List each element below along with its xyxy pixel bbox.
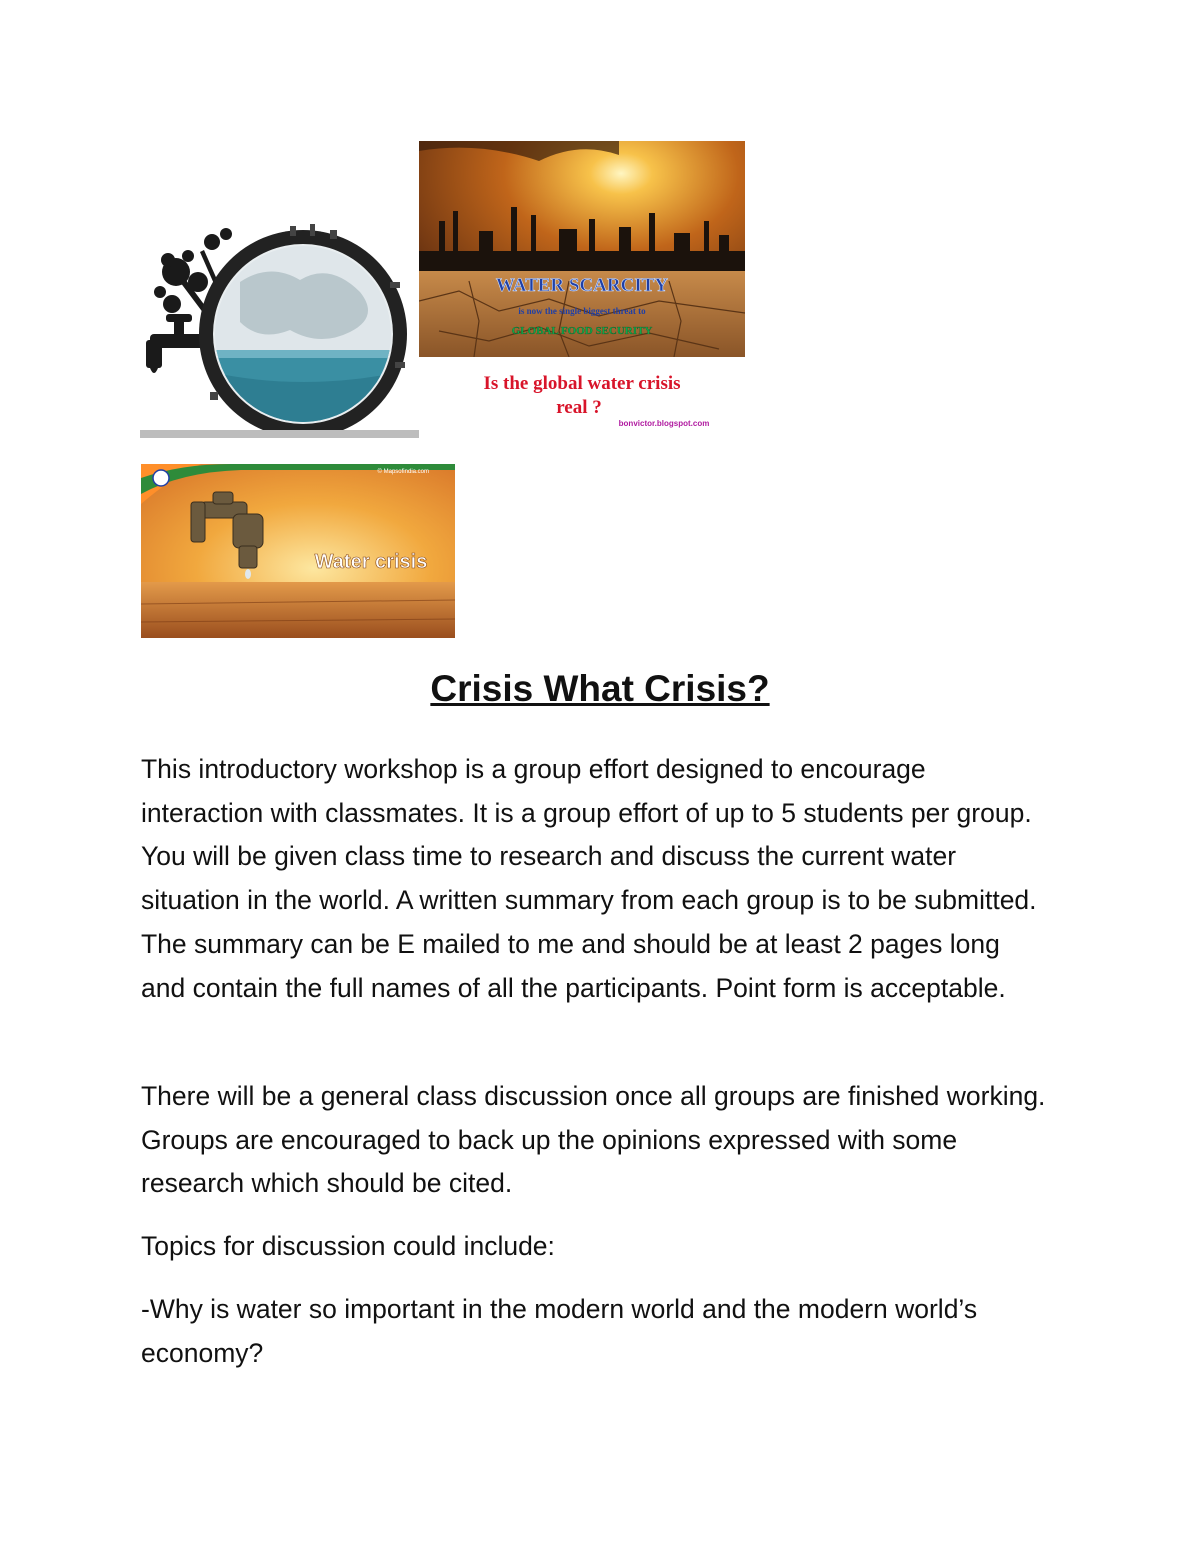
water-crisis-image — [141, 464, 455, 638]
water-scarcity-image — [419, 141, 745, 435]
banner-subtitle-text: is now the single biggest threat to — [518, 306, 646, 316]
water-crisis-label-text: Water crisis — [314, 551, 428, 573]
watermark-text: © Mapsofindia.com — [377, 469, 429, 475]
globe-tap-illustration — [140, 222, 419, 438]
caption-line2-text: real ? — [556, 397, 602, 418]
paragraph-topics-heading: Topics for discussion could include: — [141, 1231, 555, 1261]
source-url-text: bonvictor.blogspot.com — [618, 419, 710, 428]
caption-line1-text: Is the global water crisis — [483, 373, 681, 394]
banner-title-text: WATER SCARCITY — [495, 275, 669, 296]
paragraph-intro: This introductory workshop is a group effort designed to encourage interaction with classmates. It is a group effort of up to 5 students per group. You will be given class time to research and discuss the current water situation in the world. A written summary from each group is to be submitted. The summary can be E mailed to me and should be at least 2 pages long and contain the full names of all the participants. Point form is acceptable. — [141, 754, 1037, 1003]
document-title: Crisis What Crisis? — [430, 668, 770, 709]
banner-food-security-text: GLOBAL FOOD SECURITY — [511, 325, 653, 337]
paragraph-topic-item: -Why is water so important in the modern world and the modern world’s economy? — [141, 1294, 978, 1368]
paragraph-discussion: There will be a general class discussion once all groups are finished working. Groups are encouraged to back up the opinions expressed with some research which should be cited. — [141, 1081, 1046, 1199]
